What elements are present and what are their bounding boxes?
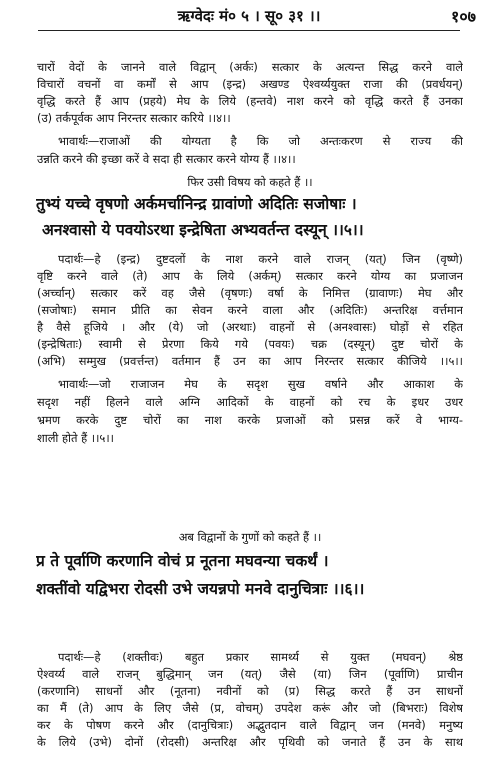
running-header-title: ऋग्वेदः मं० ५ । सू० ३१ ।। <box>177 7 321 25</box>
text-line: (सजोषाः) समान प्रीति का सेवन करने वाला और (अदितिः) अन्तरिक्ष वर्त्तमान <box>37 303 463 317</box>
text-line: शाली होते हैं ।।५।। <box>37 431 114 445</box>
mantra-line: शक्तींवो यद्विभरा रोदसी उभे जयन्नपो मनवे दानुचित्राः ।।६।। <box>36 580 365 598</box>
text-line: पदार्थः—हे (शक्तीवः) बहुत प्रकार सामर्थ्य से युक्त (मघवन्) श्रेष्ठ <box>58 650 463 664</box>
text-line: वृष्टि करने वाले (ते) आप के लिये (अर्कम्) सत्कार करने योग्य का प्रजाजन <box>37 269 463 283</box>
text-line: विचारों वचनों वा कर्मों से आप (इन्द्र) अखण्ड ऐश्वर्य्ययुक्त राजा की (प्रवर्धयन्) <box>37 77 463 91</box>
text-line: (करणानि) साधनों और (नूतना) नवीनों को (प्र) सिद्ध करते हैं उन साधनों <box>37 684 463 698</box>
text-line: फिर उसी विषय को कहते हैं ।। <box>187 175 313 189</box>
mantra-line: तुभ्यं यच्चे वृषणो अर्कमर्चानिन्द्र ग्रावांणो अदितिः सजोषाः । <box>36 195 357 213</box>
text-line: (इन्द्रेषिताः) स्वामी से प्रेरणा किये गये (पवयः) चक्र (दस्यून्) दुष्ट चोरों के <box>37 337 463 351</box>
page-number: १०७ <box>451 7 476 26</box>
text-line: भावार्थः—जो राजाजन मेघ के सदृश सुख वर्षाने और आकाश के <box>58 377 463 391</box>
text-line: अब विद्वानों के गुणों को कहते हैं ।। <box>178 530 322 544</box>
text-line: (अभि) सम्मुख (प्रवर्त्तन्त) वर्तमान हैं उन का आप निरन्तर सत्कार कीजिये ।।५।। <box>37 354 463 368</box>
header-rule <box>38 30 460 31</box>
text-line: है वैसे हूजिये । और (ये) जो (अरथाः) वाहनों से (अनश्वासः) घोड़ों से रहित <box>37 320 463 334</box>
text-line: उन्नति करने की इच्छा करें वे सदा ही सत्कार करने योग्य हैं ।।४।। <box>37 152 296 166</box>
text-line: (अर्च्चान्) सत्कार करें वह जैसे (वृषणः) वर्षा के निमित्त (ग्रावाणः) मेघ और <box>37 286 463 300</box>
text-line: वृद्धि करते हैं आप (प्रहये) मेघ के लिये (हन्तवे) नाश करने को वृद्धि करते हैं उनका <box>37 94 463 108</box>
text-line: सदृश नहीं हिलने वाले अग्नि आदिकों के वाहनों को रच के इधर उधर <box>37 395 463 409</box>
text-line: कर के पोषण करने और (दानुचित्राः) अद्भुतदान वाले विद्वान् जन (मनवे) मनुष्य <box>37 718 463 732</box>
text-line: के लिये (उभे) दोनों (रोदसी) अन्तरिक्ष और पृथिवी को जनाते हैं उन के साथ <box>37 735 463 749</box>
text-line: चारों वेदों के जानने वाले विद्वान् (अर्कः) सत्कार के अत्यन्त सिद्ध करने वाले <box>37 60 463 74</box>
text-line: पदार्थः—हे (इन्द्र) दुष्टदलों के नाश करने वाले राजन् (यत्) जिन (वृष्णे) <box>58 252 463 266</box>
mantra-line: अनश्वासो ये पवयोऽरथा इन्द्रेषिता अभ्यवर्तन्त दस्यून् ।।५।। <box>42 221 364 239</box>
text-line: भावार्थः—राजाओं की योग्यता है कि जो अन्तःकरण से राज्य की <box>58 134 463 148</box>
text-line: ऐश्वर्य्य वाले राजन् बुद्धिमान् जन (यत्) जैसे (या) जिन (पूर्वाणि) प्राचीन <box>37 667 463 681</box>
mantra-line: प्र ते पूर्वाणि करणानि वोचं प्र नूतना मघवन्या चकर्थं । <box>36 552 329 570</box>
text-line: भ्रमण करके दुष्ट चोरों का नाश करके प्रजाओं को प्रसन्न करें वे भाग्य- <box>37 413 463 427</box>
text-line: (उ) तर्कपूर्वक आप निरन्तर सत्कार करिये ।।४।। <box>37 111 231 125</box>
text-line: का मैं (ते) आप के लिए जैसे (प्र, वोचम्) उपदेश करूं और जो (बिभराः) विशेष <box>37 701 463 715</box>
